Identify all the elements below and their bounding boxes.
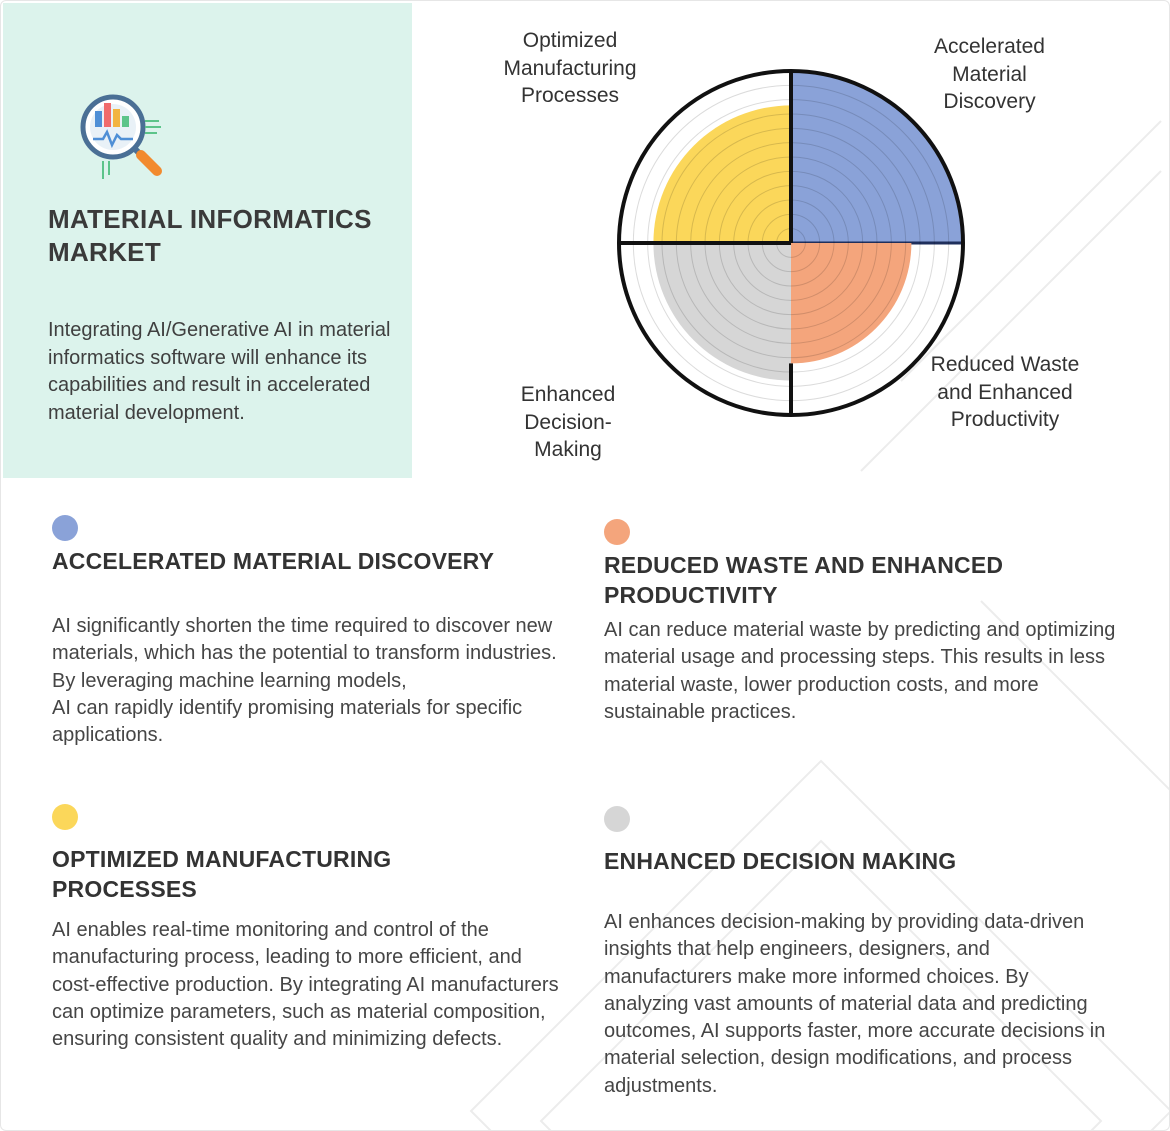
magnifier-chart-icon (73, 89, 169, 185)
legend-dot-orange (604, 519, 630, 545)
legend-dot-blue (52, 515, 78, 541)
slice-label-reduced: Reduced Waste and Enhanced Productivity (930, 353, 1080, 431)
card-text-accelerated: AI significantly shorten the time required to discover new materials, which has the potential to transform industries. By leveraging machine learning models, AI can rapidly identify promising materials for specific applications. (52, 615, 557, 747)
page-subtitle: Integrating AI/Generative AI in material informatics software will enhance its capabilities and result in accelerated material development. (48, 319, 391, 424)
page-title: MATERIAL INFORMATICS MARKET (48, 204, 372, 267)
card-title-reduced: REDUCED WASTE AND ENHANCED PRODUCTIVITY (604, 552, 1004, 608)
slice-label-accelerated: Accelerated Material Discovery (934, 35, 1045, 113)
card-text-decision: AI enhances decision-making by providing data-driven insights that help engineers, designers, and manufacturers make more informed choices. By analyzing vast amounts of material data and predicting outcomes, AI supports faster, more accurate decisions in material selection, design modifications, and process adjustments. (604, 911, 1106, 1097)
slice-label-optimized: Optimized Manufacturing Processes (503, 29, 637, 107)
card-title-optimized: OPTIMIZED MANUFACTURING PROCESSES (52, 846, 392, 902)
card-text-reduced: AI can reduce material waste by predicting and optimizing material usage and processing steps. This results in less material waste, lower production costs, and more sustainable practices. (604, 619, 1116, 723)
card-text-optimized: AI enables real-time monitoring and control of the manufacturing process, leading to more efficient, and cost-effective production. By integrating AI manufacturers can optimize parameters, such as material composition, ensuring consistent quality and minimizing defects. (52, 919, 559, 1051)
slice-label-enhanced: Enhanced Decision-Making (520, 383, 616, 461)
legend-dot-yellow (52, 804, 78, 830)
card-title-accelerated: ACCELERATED MATERIAL DISCOVERY (52, 548, 495, 574)
legend-dot-gray (604, 806, 630, 832)
header-panel (3, 3, 412, 478)
card-title-decision: ENHANCED DECISION MAKING (604, 848, 957, 874)
